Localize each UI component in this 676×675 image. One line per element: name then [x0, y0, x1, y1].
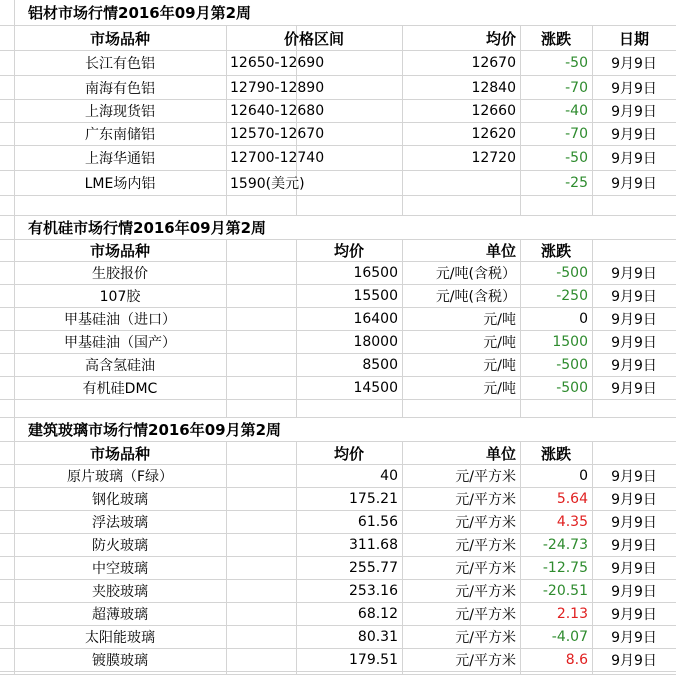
- header-market-variety[interactable]: 市场品种: [89, 29, 150, 48]
- section-title-row: [0, 216, 676, 240]
- variety-name[interactable]: 浮法玻璃: [92, 515, 148, 531]
- variety-name[interactable]: 南海有色铝: [85, 80, 155, 97]
- header-change[interactable]: 涨跌: [540, 444, 571, 463]
- price-range[interactable]: 1590(美元): [230, 176, 305, 192]
- grid-line: [226, 400, 227, 417]
- header-change[interactable]: 涨跌: [540, 242, 571, 260]
- price-change[interactable]: -500: [556, 265, 588, 281]
- price-change[interactable]: -12.75: [542, 560, 588, 576]
- date[interactable]: 9月9日: [611, 104, 657, 120]
- price-change[interactable]: 0: [579, 311, 588, 327]
- price-change[interactable]: 5.64: [556, 491, 588, 507]
- grid-line: [592, 196, 593, 215]
- price-change[interactable]: 1500: [552, 334, 588, 350]
- price-change[interactable]: -500: [556, 357, 588, 373]
- average-price[interactable]: 311.68: [349, 537, 398, 553]
- average-price[interactable]: 8500: [362, 357, 398, 373]
- unit[interactable]: 元/平方米: [455, 492, 516, 508]
- table-row: [0, 262, 676, 285]
- header-row: [0, 26, 676, 51]
- grid-line: [402, 196, 403, 215]
- grid-line: [226, 196, 227, 215]
- price-range[interactable]: 12640-12680: [230, 103, 325, 119]
- price-change[interactable]: -25: [565, 175, 588, 191]
- grid-line: [592, 442, 593, 464]
- header-row: [0, 240, 676, 262]
- grid-line: [226, 672, 227, 674]
- grid-line: [226, 626, 227, 648]
- price-change[interactable]: 2.13: [556, 606, 588, 622]
- table-row: [0, 534, 676, 557]
- section-title[interactable]: 铝材市场行情2016年09月第2周: [28, 4, 252, 22]
- average-price[interactable]: 255.77: [349, 560, 398, 576]
- table-row: [0, 511, 676, 534]
- unit[interactable]: 元/平方米: [455, 515, 516, 531]
- date[interactable]: 9月9日: [611, 312, 657, 328]
- variety-name[interactable]: 上海华通铝: [85, 151, 155, 167]
- variety-name[interactable]: 广东南储铝: [85, 127, 155, 143]
- header-average-price[interactable]: 均价: [333, 444, 364, 463]
- grid-line: [520, 196, 521, 215]
- date[interactable]: 9月9日: [611, 584, 657, 600]
- grid-line: [592, 240, 593, 261]
- table-row: [0, 649, 676, 672]
- table-row: [0, 123, 676, 146]
- variety-name[interactable]: 超薄玻璃: [92, 607, 148, 623]
- table-row: [0, 580, 676, 603]
- unit[interactable]: 元/吨: [483, 358, 516, 374]
- header-average-price[interactable]: 均价: [485, 29, 516, 48]
- grid-line: [226, 465, 227, 487]
- average-price[interactable]: 16400: [353, 311, 398, 327]
- price-change[interactable]: -40: [565, 103, 588, 119]
- price-change[interactable]: 4.35: [556, 514, 588, 530]
- average-price[interactable]: 12660: [471, 103, 516, 119]
- grid-line: [296, 400, 297, 417]
- variety-name[interactable]: 夹胶玻璃: [92, 584, 148, 600]
- unit[interactable]: 元/平方米: [455, 584, 516, 600]
- grid-line: [226, 308, 227, 330]
- date[interactable]: 9月9日: [611, 561, 657, 577]
- section-title-row: [0, 418, 676, 442]
- table-row: [0, 51, 676, 76]
- unit[interactable]: 元/吨(含税）: [435, 289, 516, 305]
- unit[interactable]: 元/平方米: [455, 630, 516, 646]
- table-row: [0, 488, 676, 511]
- table-row: [0, 354, 676, 377]
- price-change[interactable]: -4.07: [551, 629, 588, 645]
- table-row: [0, 100, 676, 123]
- section-title-row: [0, 0, 676, 26]
- date[interactable]: 9月9日: [611, 653, 657, 669]
- variety-name[interactable]: 长江有色铝: [85, 56, 155, 72]
- grid-line: [226, 442, 227, 464]
- average-price[interactable]: 61.56: [357, 514, 398, 530]
- average-price[interactable]: 253.16: [349, 583, 398, 599]
- price-range[interactable]: 12650-12690: [230, 55, 325, 71]
- date[interactable]: 9月9日: [611, 127, 657, 143]
- variety-name[interactable]: 有机硅DMC: [82, 381, 158, 397]
- grid-line: [520, 400, 521, 417]
- header-unit[interactable]: 单位: [485, 444, 516, 463]
- average-price[interactable]: 179.51: [349, 652, 398, 668]
- date[interactable]: 9月9日: [611, 289, 657, 305]
- average-price[interactable]: 15500: [353, 288, 398, 304]
- unit[interactable]: 元/平方米: [455, 653, 516, 669]
- grid-line: [226, 377, 227, 399]
- grid-line: [226, 262, 227, 284]
- grid-line: [226, 511, 227, 533]
- table-row: [0, 626, 676, 649]
- grid-line: [14, 0, 15, 25]
- variety-name[interactable]: 107胶: [99, 289, 141, 305]
- grid-line: [296, 672, 297, 674]
- average-price[interactable]: 68.12: [357, 606, 398, 622]
- grid-line: [226, 354, 227, 376]
- variety-name[interactable]: 甲基硅油（进口）: [64, 312, 176, 328]
- grid-line: [226, 603, 227, 625]
- average-price[interactable]: 80.31: [357, 629, 398, 645]
- unit[interactable]: 元/吨(含税）: [435, 266, 516, 282]
- table-row: [0, 285, 676, 308]
- header-change[interactable]: 涨跌: [540, 29, 571, 48]
- date[interactable]: 9月9日: [611, 56, 657, 72]
- grid-line: [296, 196, 297, 215]
- blank-row: [0, 400, 676, 418]
- variety-name[interactable]: 生胶报价: [92, 266, 148, 282]
- average-price[interactable]: 14500: [353, 380, 398, 396]
- variety-name[interactable]: 太阳能玻璃: [85, 630, 155, 646]
- header-price-range[interactable]: 价格区间: [283, 29, 344, 48]
- variety-name[interactable]: 防火玻璃: [92, 538, 148, 554]
- table-row: [0, 146, 676, 171]
- unit[interactable]: 元/平方米: [455, 607, 516, 623]
- grid-line: [226, 240, 227, 261]
- price-change[interactable]: -50: [565, 55, 588, 71]
- grid-line: [226, 649, 227, 671]
- date[interactable]: 9月9日: [611, 515, 657, 531]
- header-unit[interactable]: 单位: [485, 242, 516, 260]
- date[interactable]: 9月9日: [611, 630, 657, 646]
- date[interactable]: 9月9日: [611, 492, 657, 508]
- table-row: [0, 331, 676, 354]
- date[interactable]: 9月9日: [611, 607, 657, 623]
- date[interactable]: 9月9日: [611, 266, 657, 282]
- date[interactable]: 9月9日: [611, 469, 657, 485]
- table-row: [0, 557, 676, 580]
- date[interactable]: 9月9日: [611, 335, 657, 351]
- header-date[interactable]: 日期: [618, 29, 649, 48]
- grid-line: [402, 672, 403, 674]
- unit[interactable]: 元/平方米: [455, 538, 516, 554]
- grid-line: [226, 285, 227, 307]
- average-price[interactable]: [402, 171, 520, 195]
- variety-name[interactable]: 甲基硅油（国产）: [64, 335, 176, 351]
- date[interactable]: 9月9日: [611, 381, 657, 397]
- average-price[interactable]: 12670: [471, 55, 516, 71]
- variety-name[interactable]: LME场内铝: [84, 176, 156, 192]
- variety-name[interactable]: 高含氢硅油: [85, 358, 155, 374]
- price-change[interactable]: 8.6: [565, 652, 588, 668]
- grid-line: [226, 331, 227, 353]
- table-row: [0, 76, 676, 100]
- price-change[interactable]: -500: [556, 380, 588, 396]
- unit[interactable]: 元/平方米: [455, 469, 516, 485]
- grid-line: [14, 216, 15, 239]
- price-change[interactable]: 0: [579, 468, 588, 484]
- date[interactable]: 9月9日: [611, 176, 657, 192]
- average-price[interactable]: 40: [380, 468, 398, 484]
- grid-line: [592, 672, 593, 674]
- price-change[interactable]: -250: [556, 288, 588, 304]
- grid-line: [520, 672, 521, 674]
- header-row: [0, 442, 676, 465]
- price-change[interactable]: -70: [565, 126, 588, 142]
- variety-name[interactable]: 中空玻璃: [92, 561, 148, 577]
- date[interactable]: 9月9日: [611, 80, 657, 97]
- grid-line: [14, 400, 15, 417]
- price-range[interactable]: 12570-12670: [230, 126, 325, 142]
- date[interactable]: 9月9日: [611, 151, 657, 167]
- unit[interactable]: 元/吨: [483, 381, 516, 397]
- grid-line: [226, 557, 227, 579]
- unit[interactable]: 元/吨: [483, 335, 516, 351]
- variety-name[interactable]: 上海现货铝: [85, 104, 155, 120]
- grid-line: [14, 418, 15, 441]
- grid-line: [226, 488, 227, 510]
- table-row: [0, 308, 676, 331]
- grid-line: [226, 580, 227, 602]
- grid-line: [14, 672, 15, 674]
- section-title[interactable]: 有机硅市场行情2016年09月第2周: [28, 219, 267, 237]
- average-price[interactable]: 18000: [353, 334, 398, 350]
- price-change[interactable]: -24.73: [542, 537, 588, 553]
- grid-line: [402, 400, 403, 417]
- grid-line: [14, 196, 15, 215]
- variety-name[interactable]: 镀膜玻璃: [92, 653, 148, 669]
- table-row: [0, 603, 676, 626]
- variety-name[interactable]: 钢化玻璃: [92, 492, 148, 508]
- grid-line: [226, 534, 227, 556]
- header-market-variety[interactable]: 市场品种: [89, 444, 150, 463]
- grid-line: [592, 400, 593, 417]
- average-price[interactable]: 16500: [353, 265, 398, 281]
- header-market-variety[interactable]: 市场品种: [89, 242, 150, 260]
- header-average-price[interactable]: 均价: [333, 242, 364, 260]
- table-row: [0, 377, 676, 400]
- average-price[interactable]: 12840: [471, 79, 516, 96]
- unit[interactable]: 元/平方米: [455, 561, 516, 577]
- table-row: [0, 171, 676, 196]
- section-title[interactable]: 建筑玻璃市场行情2016年09月第2周: [28, 421, 282, 439]
- variety-name[interactable]: 原片玻璃（F绿）: [66, 469, 174, 485]
- price-change[interactable]: -20.51: [542, 583, 588, 599]
- average-price[interactable]: 175.21: [349, 491, 398, 507]
- average-price[interactable]: 12720: [471, 150, 516, 166]
- price-range[interactable]: 12700-12740: [230, 150, 325, 166]
- price-range[interactable]: 12790-12890: [230, 79, 325, 96]
- price-change[interactable]: -50: [565, 150, 588, 166]
- date[interactable]: 9月9日: [611, 358, 657, 374]
- date[interactable]: 9月9日: [611, 538, 657, 554]
- unit[interactable]: 元/吨: [483, 312, 516, 328]
- price-change[interactable]: -70: [565, 79, 588, 96]
- blank-row: [0, 196, 676, 216]
- table-row: [0, 465, 676, 488]
- average-price[interactable]: 12620: [471, 126, 516, 142]
